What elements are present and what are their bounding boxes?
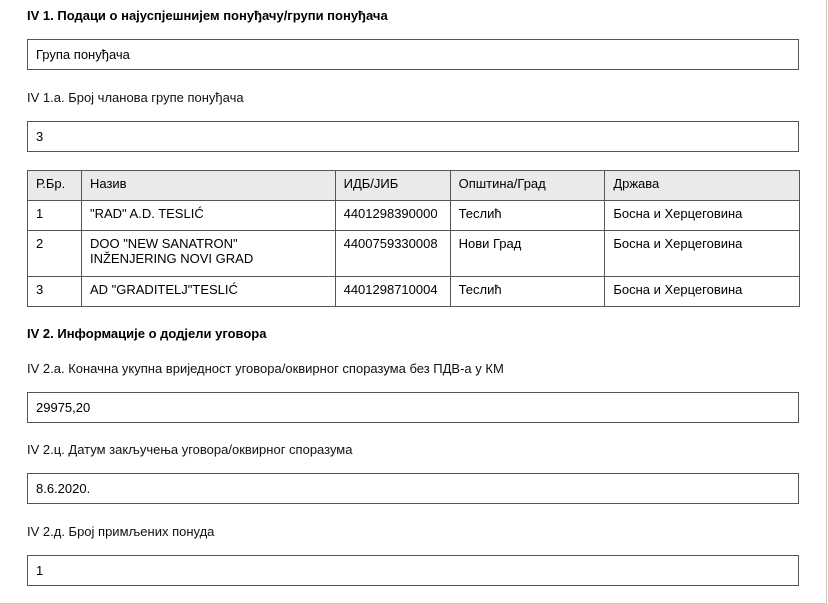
- contract-date-field: 8.6.2020.: [27, 473, 799, 504]
- cell-municipality: Нови Град: [450, 231, 605, 277]
- contract-value-label: IV 2.a. Коначна укупна вриједност уговора/оквирног споразума без ПДВ-а у КМ: [27, 361, 504, 376]
- bidder-type-field: Група понуђача: [27, 39, 799, 70]
- cell-municipality: Теслић: [450, 277, 605, 307]
- cell-name: DOO "NEW SANATRON" INŽENJERING NOVI GRAD: [81, 231, 335, 277]
- cell-ordinal: 3: [28, 277, 82, 307]
- offers-count-field: 1: [27, 555, 799, 586]
- cell-id: 4400759330008: [335, 231, 450, 277]
- contract-date-label: IV 2.ц. Датум закључења уговора/оквирног споразума: [27, 442, 353, 457]
- cell-name: AD "GRADITELJ"TESLIĆ: [81, 277, 335, 307]
- cell-municipality: Теслић: [450, 201, 605, 231]
- cell-id: 4401298390000: [335, 201, 450, 231]
- table-row: [28, 277, 800, 307]
- members-count-field: 3: [27, 121, 799, 152]
- table-header-row: [28, 171, 800, 201]
- section-2-title: IV 2. Информације о додјели уговора: [27, 326, 267, 341]
- header-municipality: Општина/Град: [450, 171, 605, 201]
- contract-value-field: 29975,20: [27, 392, 799, 423]
- members-count-label: IV 1.a. Број чланова групе понуђача: [27, 90, 244, 105]
- cell-ordinal: 2: [28, 231, 82, 277]
- cell-country: Босна и Херцеговина: [605, 231, 800, 277]
- header-ordinal: Р.Бр.: [28, 171, 82, 201]
- header-country: Држава: [605, 171, 800, 201]
- cell-country: Босна и Херцеговина: [605, 277, 800, 307]
- cell-ordinal: 1: [28, 201, 82, 231]
- header-id: ИДБ/ЈИБ: [335, 171, 450, 201]
- offers-count-label: IV 2.д. Број примљених понуда: [27, 524, 215, 539]
- members-table: [27, 170, 800, 307]
- cell-name: "RAD" A.D. TESLIĆ: [81, 201, 335, 231]
- table-row: [28, 201, 800, 231]
- section-1-title: IV 1. Подаци о најуспјешнијем понуђачу/групи понуђача: [27, 8, 388, 23]
- cell-id: 4401298710004: [335, 277, 450, 307]
- header-name: Назив: [81, 171, 335, 201]
- table-row: [28, 231, 800, 277]
- cell-country: Босна и Херцеговина: [605, 201, 800, 231]
